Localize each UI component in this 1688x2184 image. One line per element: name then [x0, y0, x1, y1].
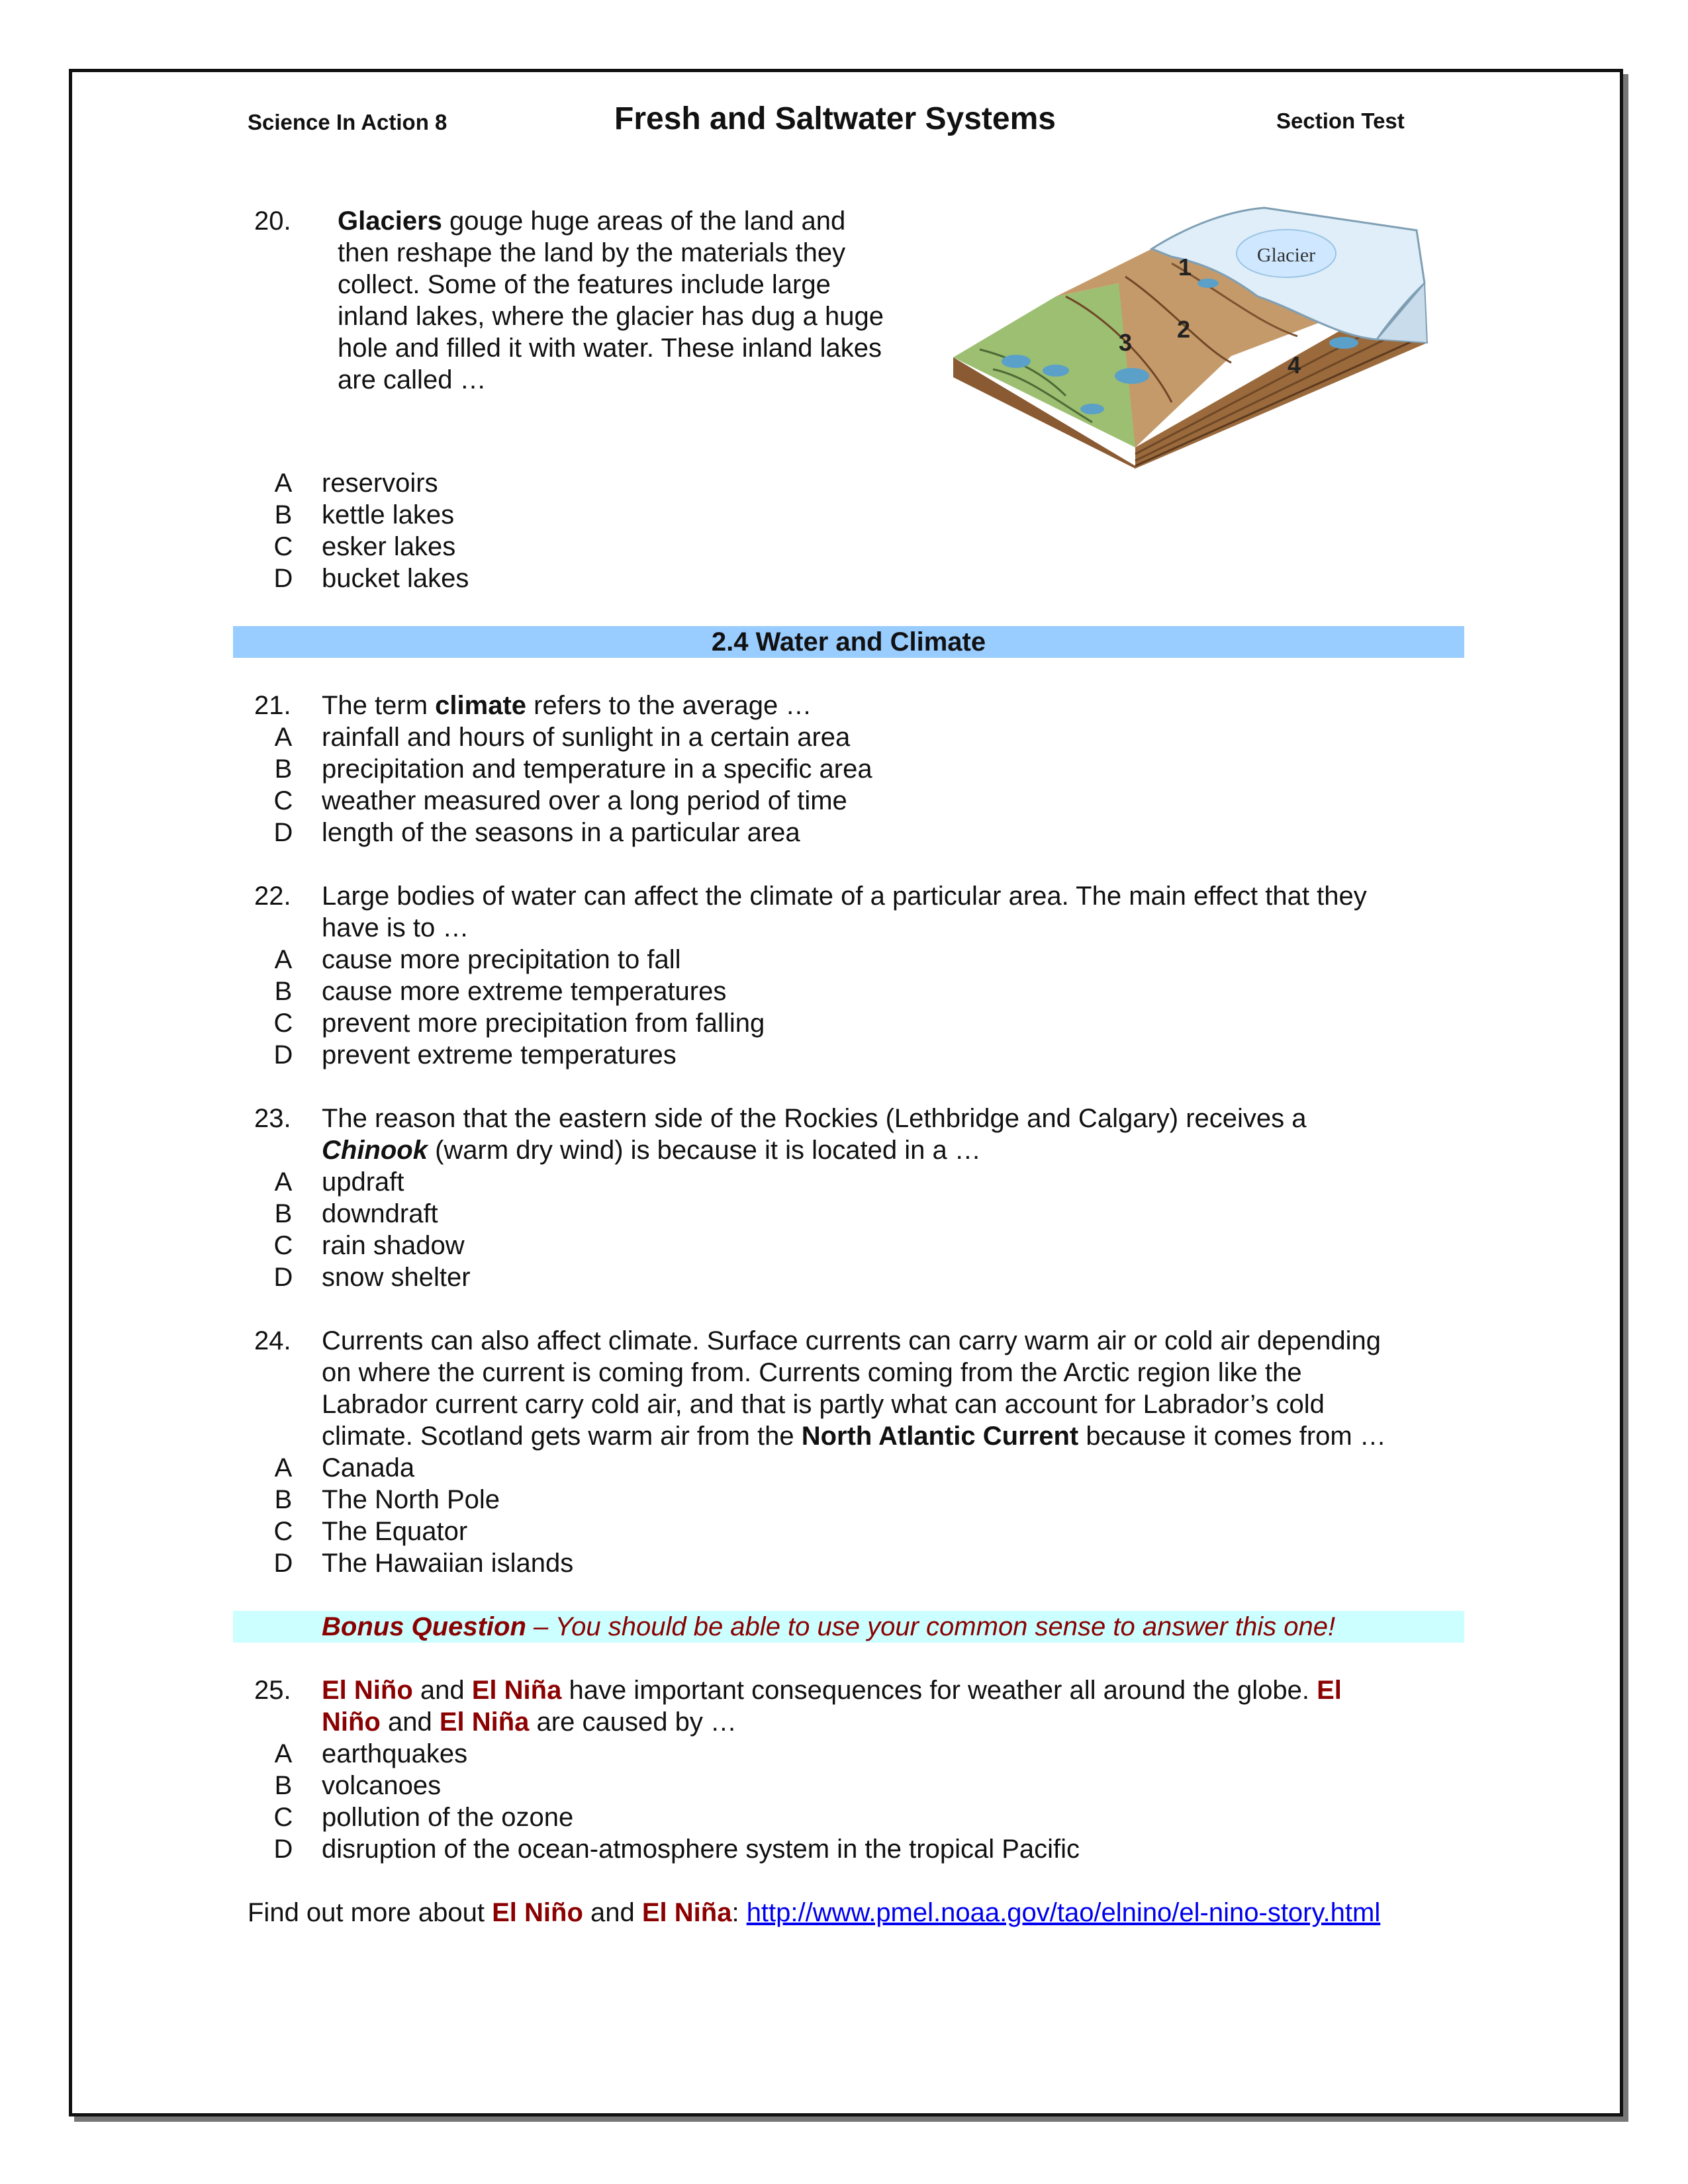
option-text: downdraft: [322, 1199, 438, 1228]
question-22-text: Large bodies of water can affect the climate of a particular area. The main effect that they have is to …: [322, 882, 1367, 942]
footer-more-info: Find out more about El Niño and El Niña: http://www.pmel.noaa.gov/tao/elnino/el-nino-story.html: [248, 1898, 1381, 1927]
question-23-number: 23.: [254, 1104, 291, 1133]
option-text: volcanoes: [322, 1771, 442, 1800]
option-text: The Hawaiian islands: [322, 1549, 574, 1578]
marker-2: 2: [1177, 316, 1191, 343]
option-letter: D: [273, 1040, 293, 1069]
question-24-number: 24.: [254, 1326, 291, 1355]
option-letter: B: [274, 977, 293, 1006]
option-letter: A: [274, 1739, 293, 1768]
glacier-label: Glacier: [1256, 244, 1316, 266]
glacier-diagram: [953, 204, 1436, 469]
question-25-text: El Niño and El Niña have important consequences for weather all around the globe. El Niño and El Niña are caused by …: [322, 1676, 1342, 1737]
option-text: earthquakes: [322, 1739, 468, 1768]
question-20-text: Glaciers gouge huge areas of the land and then reshape the land by the materials they collect. Some of the features include large inland lakes, where the glacier has dug a huge hole and filled it with water. These inland lakes are called …: [338, 206, 884, 394]
option-letter: A: [274, 469, 293, 498]
option-text: updraft: [322, 1167, 404, 1197]
question-21-number: 21.: [254, 691, 291, 720]
option-letter: D: [273, 1835, 293, 1864]
noaa-el-nino-link[interactable]: http://www.pmel.noaa.gov/tao/elnino/el-nino-story.html: [746, 1898, 1381, 1927]
option-text: Canada: [322, 1453, 415, 1482]
option-letter: B: [274, 500, 293, 529]
option-letter: C: [273, 786, 293, 815]
question-24-text: Currents can also affect climate. Surface currents can carry warm air or cold air depending on where the current is coming from. Currents coming from the Arctic region like the Labrador current carry cold air, and that is partly what can account for Labrador’s cold climate. Scotland gets warm air from the North Atlantic Current because it comes from …: [322, 1326, 1386, 1451]
section-heading: 2.4 Water and Climate: [711, 627, 986, 657]
option-text: prevent extreme temperatures: [322, 1040, 677, 1069]
option-text: disruption of the ocean-atmosphere system in the tropical Pacific: [322, 1835, 1080, 1864]
option-text: rainfall and hours of sunlight in a certain area: [322, 723, 851, 752]
option-letter: C: [273, 532, 293, 561]
option-text: bucket lakes: [322, 564, 469, 593]
option-text: The Equator: [322, 1517, 468, 1546]
header-course: Science In Action 8: [248, 110, 447, 134]
option-text: The North Pole: [322, 1485, 500, 1514]
header-test-type: Section Test: [1276, 109, 1405, 133]
kettle-lake: [1043, 365, 1069, 377]
bonus-heading: Bonus Question – You should be able to use your common sense to answer this one!: [322, 1612, 1336, 1641]
option-text: snow shelter: [322, 1263, 471, 1292]
option-text: precipitation and temperature in a specific area: [322, 754, 872, 784]
option-letter: D: [273, 818, 293, 847]
question-20-keyword: Glaciers: [338, 206, 442, 236]
option-letter: C: [273, 1803, 293, 1832]
option-text: length of the seasons in a particular area: [322, 818, 800, 847]
option-letter: A: [274, 1453, 293, 1482]
option-text: esker lakes: [322, 532, 456, 561]
option-text: pollution of the ozone: [322, 1803, 574, 1832]
marker-3: 3: [1119, 329, 1133, 356]
option-letter: B: [274, 754, 293, 784]
marker-4: 4: [1288, 351, 1301, 379]
option-letter: C: [273, 1009, 293, 1038]
option-letter: B: [274, 1771, 293, 1800]
marker-1: 1: [1178, 253, 1192, 281]
option-text: rain shadow: [322, 1231, 465, 1260]
option-letter: B: [274, 1199, 293, 1228]
question-25-number: 25.: [254, 1676, 291, 1705]
option-text: prevent more precipitation from falling: [322, 1009, 765, 1038]
question-20-number: 20.: [254, 206, 291, 236]
option-text: reservoirs: [322, 469, 438, 498]
question-21-text: The term climate refers to the average …: [322, 691, 812, 720]
option-letter: D: [273, 1549, 293, 1578]
kettle-lake: [1080, 404, 1104, 414]
question-22-number: 22.: [254, 882, 291, 911]
question-23-text: The reason that the eastern side of the Rockies (Lethbridge and Calgary) receives a Chinook (warm dry wind) is because it is located in a …: [322, 1104, 1307, 1165]
option-text: cause more extreme temperatures: [322, 977, 727, 1006]
option-letter: A: [274, 1167, 293, 1197]
option-text: cause more precipitation to fall: [322, 945, 681, 974]
kettle-lake: [1115, 368, 1149, 384]
option-letter: D: [273, 1263, 293, 1292]
page-title: Fresh and Saltwater Systems: [614, 101, 1056, 136]
option-letter: B: [274, 1485, 293, 1514]
kettle-lake: [1197, 279, 1219, 288]
option-text: kettle lakes: [322, 500, 455, 529]
option-letter: D: [273, 564, 293, 593]
option-letter: C: [273, 1231, 293, 1260]
option-letter: C: [273, 1517, 293, 1546]
option-text: weather measured over a long period of time: [322, 786, 847, 815]
kettle-lake: [1329, 337, 1358, 349]
kettle-lake: [1002, 355, 1031, 368]
option-letter: A: [274, 945, 293, 974]
option-letter: A: [274, 723, 293, 752]
